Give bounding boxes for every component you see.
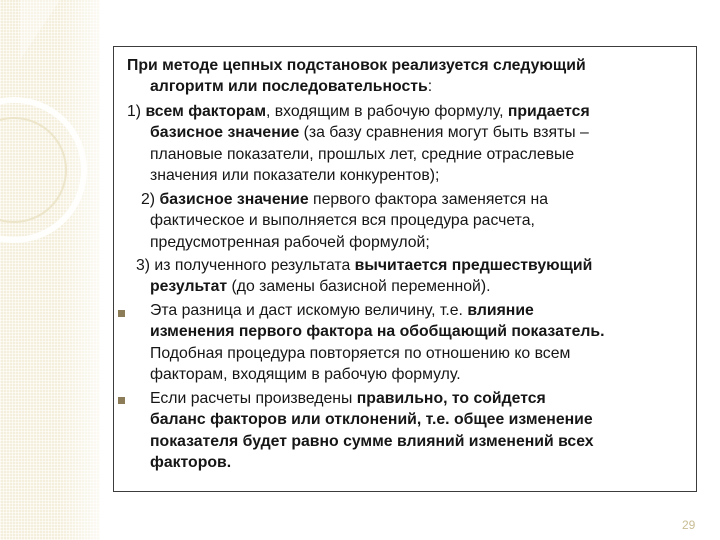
page-number: 29 xyxy=(682,518,696,532)
step-3-paragraph: 3) из полученного результата вычитается предшествующий результат (до замены базисной переменной). xyxy=(136,257,593,296)
step-1-paragraph: 1) всем факторам, входящим в рабочую формулу, придается базисное значение (за базу сравнения могут быть взяты – плановые показатели, прошлых лет, средние отраслевые значения или показатели конкурентов); xyxy=(127,103,590,185)
intro-paragraph: При методе цепных подстановок реализуется следующий алгоритм или последовательность: xyxy=(127,57,586,96)
content-box xyxy=(113,46,697,492)
bullet-2-paragraph: Если расчеты произведены правильно, то сойдется баланс факторов или отклонений, т.е. общее изменение показателя будет равно сумме влияний изменений всех факторов. xyxy=(150,390,594,472)
step-2-paragraph: 2) базисное значение первого фактора заменяется на фактическое и выполняется вся процедура расчета, предусмотренная рабочей формулой; xyxy=(141,191,549,251)
decorative-circles xyxy=(0,0,110,260)
bullet-1-paragraph: Эта разница и даст искомую величину, т.е. влияние изменения первого фактора на обобщающий показатель. Подобная процедура повторяется по отношению ко всем факторам, входящим в рабочую формулу. xyxy=(150,302,605,384)
